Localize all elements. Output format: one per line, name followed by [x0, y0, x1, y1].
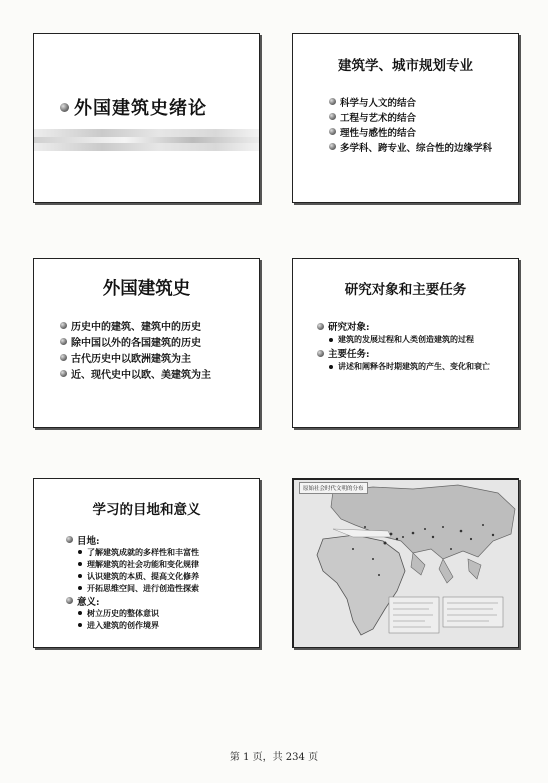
list-item-text: 近、现代史中以欧、美建筑为主 — [71, 369, 211, 381]
slide-1-title — [60, 94, 207, 120]
dot-icon — [78, 611, 82, 615]
decorative-streak-line — [34, 137, 260, 143]
list-item — [60, 349, 211, 365]
page-footer: 第 1 页，共 234 页 — [229, 752, 319, 763]
sub-item-text: 建筑的发展过程和人类创造建筑的过程 — [338, 334, 474, 344]
list-item-text: 研究对象: — [328, 322, 370, 333]
bullet-icon — [60, 370, 67, 377]
list-item — [66, 594, 199, 607]
sub-item — [66, 546, 199, 558]
sub-item-text: 讲述和阐释各时期建筑的产生、变化和衰亡 — [338, 361, 490, 371]
list-item-text: 意义: — [77, 596, 100, 608]
list-item — [317, 319, 490, 333]
list-item-text: 工程与艺术的结合 — [340, 112, 417, 124]
list-item-text: 主要任务: — [328, 349, 370, 360]
slide-4-list — [317, 319, 490, 373]
bullet-icon — [329, 143, 336, 150]
sub-item — [66, 570, 199, 582]
slide-5 — [33, 478, 260, 648]
slide-5-list — [66, 533, 199, 631]
bullet-icon — [60, 103, 69, 112]
sub-item — [317, 333, 490, 346]
slide-1 — [33, 33, 260, 203]
dot-icon — [78, 586, 82, 590]
list-item — [329, 94, 492, 109]
bullet-icon — [317, 323, 324, 330]
bullet-icon — [329, 98, 336, 105]
sub-item — [66, 607, 199, 619]
sub-item-text: 开拓思维空间、进行创造性探索 — [87, 582, 199, 593]
list-item — [317, 346, 490, 360]
bullet-icon — [60, 322, 67, 329]
slide-2-title: 建筑学、城市规划专业 — [338, 58, 473, 74]
dot-icon — [78, 550, 82, 554]
sub-item — [66, 619, 199, 631]
map-icon — [293, 479, 519, 648]
list-item-text: 多学科、跨专业、综合性的边缘学科 — [340, 142, 493, 154]
sub-item-text: 树立历史的整体意识 — [87, 607, 159, 618]
bullet-icon — [60, 338, 67, 345]
list-item-text: 除中国以外的各国建筑的历史 — [71, 337, 201, 349]
slide-3-title: 外国建筑史 — [102, 279, 191, 299]
slide-2-list — [329, 94, 492, 154]
dot-icon — [78, 574, 82, 578]
slide-2 — [292, 33, 519, 203]
map-caption — [299, 482, 368, 494]
dot-icon — [329, 365, 333, 369]
sub-item — [317, 360, 490, 373]
list-item — [329, 109, 492, 124]
slide-3 — [33, 258, 260, 428]
list-item — [60, 365, 211, 381]
slide-6-map — [292, 478, 519, 648]
list-item-text: 目地: — [77, 535, 100, 547]
slide-4-title: 研究对象和主要任务 — [344, 282, 467, 298]
list-item — [329, 139, 492, 154]
bullet-icon — [66, 597, 73, 604]
list-item-text: 理性与感性的结合 — [340, 127, 417, 139]
map-caption-text: 原始社会时代文明的分布 — [303, 486, 364, 492]
bullet-icon — [317, 350, 324, 357]
dot-icon — [78, 562, 82, 566]
slide-4 — [292, 258, 519, 428]
slide-1-title-text: 外国建筑史绪论 — [74, 98, 207, 119]
sub-item-text: 认识建筑的本质、提高文化修养 — [87, 570, 199, 581]
slide-3-list — [60, 317, 211, 381]
sub-item-text: 理解建筑的社会功能和变化规律 — [87, 558, 199, 569]
slide-5-title: 学习的目地和意义 — [92, 502, 201, 518]
bullet-icon — [329, 113, 336, 120]
dot-icon — [329, 338, 333, 342]
list-item-text: 历史中的建筑、建筑中的历史 — [71, 321, 201, 333]
dot-icon — [78, 623, 82, 627]
bullet-icon — [60, 354, 67, 361]
bullet-icon — [329, 128, 336, 135]
bullet-icon — [66, 536, 73, 543]
list-item-text: 古代历史中以欧洲建筑为主 — [71, 353, 191, 365]
list-item — [60, 333, 211, 349]
list-item — [60, 317, 211, 333]
sub-item-text: 进入建筑的创作境界 — [87, 619, 159, 630]
sub-item — [66, 582, 199, 594]
list-item — [329, 124, 492, 139]
sub-item-text: 了解建筑成就的多样性和丰富性 — [87, 546, 199, 557]
list-item-text: 科学与人文的结合 — [340, 97, 417, 109]
sub-item — [66, 558, 199, 570]
list-item — [66, 533, 199, 546]
